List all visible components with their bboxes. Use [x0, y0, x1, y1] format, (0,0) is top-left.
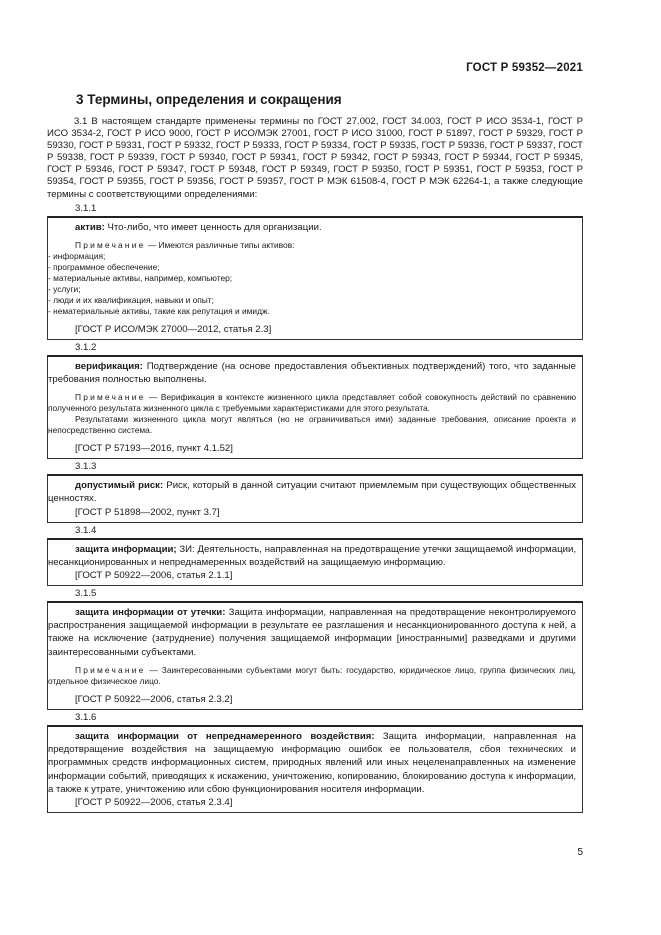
list-item: - нематериальные активы, такие как репутация и имидж.	[48, 305, 270, 316]
term-number: 3.1.3	[75, 461, 97, 473]
term-definition: верификация: Подтверждение (на основе предоставления объективных подтверждений) того, что заданные требования полностью выполнены.	[48, 360, 576, 386]
asset-types-list	[48, 251, 576, 317]
list-item: - информация;	[48, 250, 106, 261]
term-source: [ГОСТ Р ИСО/МЭК 27000—2012, статья 2.3]	[75, 323, 272, 335]
list-item: - материальные активы, например, компьютер;	[48, 272, 233, 283]
term-number: 3.1.5	[75, 588, 97, 600]
term-note: Примечание — Заинтересованными субъектами могут быть: государство, юридическое лицо, группа физических лиц, отдельное физическое лицо.	[48, 664, 576, 686]
term-box-acceptable-risk	[47, 474, 583, 522]
list-item: - программное обеспечение;	[48, 261, 160, 272]
term-note: Примечание — Верификация в контексте жизненного цикла представляет собой совокупность действий по сравнению полученного результата жизненного цикла с требуемыми характеристиками для этого результата.	[48, 392, 576, 414]
term-definition: защита информации от утечки: Защита информации, направленная на предотвращение неконтролируемого распространения защищаемой информации в результате ее разглашения и несанкционированного доступа к ней, а также на исключение (затруднение) получения защищаемой информации [иностранными] разведками и другими заинтересованными субъектами.	[48, 607, 576, 658]
term-definition: защита информации от непреднамеренного воздействия: Защита информации, направленная на предотвращение воздействия на защищаемую информацию ошибок ее пользователя, сбоя технических и программных средств информационных систем, природных явлений или иных нецеленаправленных на изменение информации событий, приводящих к искажению, уничтожению, копированию, блокированию доступа к информации, а также к утрате, уничтожению или сбою функционирования носителя информации.	[48, 730, 576, 795]
intro-paragraph: 3.1 В настоящем стандарте применены термины по ГОСТ 27.002, ГОСТ 34.003, ГОСТ Р ИСО 3534-1, ГОСТ Р ИСО 3534-2, ГОСТ Р ИСО 9000, ГОСТ Р ИСО/МЭК 27001, ГОСТ Р ИСО 31000, ГОСТ Р 51897, ГОСТ Р 59329, ГОСТ Р 59330, ГОСТ Р 59331, ГОСТ Р 59332, ГОСТ Р 59333, ГОСТ Р 59334, ГОСТ Р 59335, ГОСТ Р 59336, ГОСТ Р 59337, ГОСТ Р 59338, ГОСТ Р 59339, ГОСТ Р 59340, ГОСТ Р 59341, ГОСТ Р 59342, ГОСТ Р 59343, ГОСТ Р 59344, ГОСТ Р 59345, ГОСТ Р 59346, ГОСТ Р 59347, ГОСТ Р 59348, ГОСТ Р 59349, ГОСТ Р 59350, ГОСТ Р 59351, ГОСТ Р 59353, ГОСТ Р 59354, ГОСТ Р 59355, ГОСТ Р 59356, ГОСТ Р 59357, ГОСТ Р МЭК 61508-4, ГОСТ Р МЭК 62264-1, а также следующие термины с соответствующими определениями:	[47, 116, 583, 200]
term-number: 3.1.4	[75, 524, 97, 536]
term-box-asset	[47, 216, 583, 340]
term-name: допустимый риск:	[75, 480, 164, 492]
term-name: защита информации;	[75, 543, 177, 555]
section-content	[47, 116, 583, 813]
term-source: [ГОСТ Р 50922—2006, статья 2.3.2]	[75, 693, 233, 705]
term-source: [ГОСТ Р 50922—2006, статья 2.3.4]	[75, 796, 233, 808]
term-number: 3.1.6	[75, 711, 97, 723]
term-name: актив:	[75, 221, 105, 233]
section-title: 3 Термины, определения и сокращения	[76, 92, 342, 107]
page-number: 5	[577, 847, 583, 858]
term-source: [ГОСТ Р 50922—2006, статья 2.1.1]	[75, 570, 233, 582]
term-box-unintentional-impact-protection	[47, 725, 583, 813]
term-note: Примечание — Имеются различные типы активов:	[75, 239, 295, 250]
standard-header: ГОСТ Р 59352—2021	[466, 62, 583, 74]
term-definition: допустимый риск: Риск, который в данной ситуации считают приемлемым при существующих общественных ценностях.	[48, 480, 576, 505]
term-box-leak-protection	[47, 601, 583, 710]
term-source: [ГОСТ Р 57193—2016, пункт 4.1.52]	[75, 443, 233, 455]
term-source: [ГОСТ Р 51898—2002, пункт 3.7]	[75, 506, 220, 518]
term-note-continued: Результатами жизненного цикла могут являться (но не ограничиваться ими) заданные требования, описание проекта и непосредственно система.	[48, 414, 576, 436]
list-item: - люди и их квалификация, навыки и опыт;	[48, 294, 214, 305]
list-item: - услуги;	[48, 283, 81, 294]
term-number: 3.1.2	[75, 341, 97, 353]
term-name: защита информации от утечки:	[75, 607, 226, 619]
term-box-verification	[47, 355, 583, 459]
term-box-information-protection	[47, 538, 583, 586]
term-number: 3.1.1	[75, 202, 97, 214]
term-definition: актив: Что-либо, что имеет ценность для организации.	[75, 221, 322, 233]
term-name: верификация:	[75, 360, 143, 372]
term-definition: защита информации; ЗИ: Деятельность, направленная на предотвращение утечки защищаемой информации, несанкционированных и непреднамеренных воздействий на защищаемую информацию.	[48, 543, 576, 568]
term-name: защита информации от непреднамеренного воздействия:	[75, 730, 375, 742]
